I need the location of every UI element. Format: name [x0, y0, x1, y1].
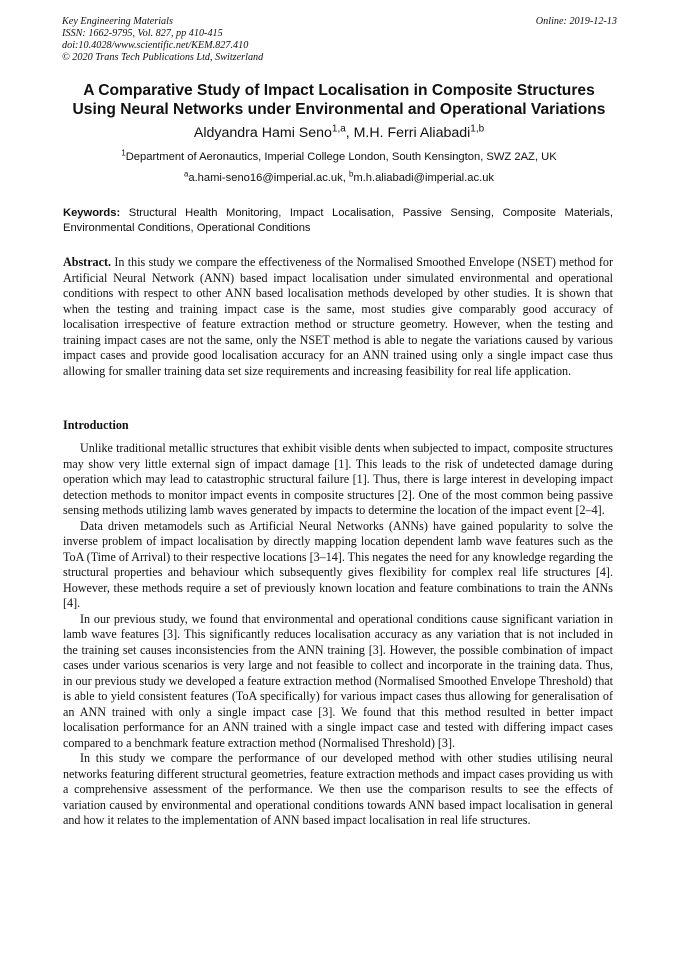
author-name: Aldyandra Hami Seno [193, 125, 332, 141]
keywords-label: Keywords: [63, 207, 121, 219]
paragraph: Unlike traditional metallic structures that exhibit visible dents when subjected to impact, composite structures may show very little external sign of impact damage [1]. This leads to the risk of undetected damage during operation which may lead to catastrophic structural failure [1]. Thus, there is large interest in developing impact detection methods to monitor impact events in composite structures [2]. One of the most common being passive sensing methods utilizing lamb waves generated by impacts to determine the location of the impact event [2–4]. [63, 441, 613, 517]
abstract-text: In this study we compare the effectiveness of the Normalised Smoothed Envelope (NSET) method for Artificial Neural Network (ANN) based impact localisation under simulated environmental and operational conditions with respect to other ANN based localisation methods developed by other studies. It is shown that when the testing and training impact case is the same, most studies give comparably good accuracy of localisation irrespective of feature extraction method or structure geometry. However, when the testing and training impact cases are not the same, only the NSET method is able to negate the variations caused by various impact cases and provide good localisation accuracy for an ANN trained using only a single impact case thus allowing for smaller training data set size requirements and increasing feasibility for real life application. [63, 255, 613, 378]
paragraph: In this study we compare the performance of our developed method with other studies utilising neural networks featuring different structural geometries, feature extraction methods and impact cases providing us with a comprehensive assessment of the performance. We then use the comparison results to see the effects of variation caused by environmental and operational conditions towards ANN based impact localisation in general and how it relates to the implementation of ANN based impact localisation in real life structures. [63, 751, 613, 827]
author-affiliation-mark: 1,b [470, 123, 485, 135]
author-affiliation-mark: 1,a [331, 123, 346, 135]
keywords [63, 206, 613, 235]
issn-line: ISSN: 1662-9795, Vol. 827, pp 410-415 [62, 28, 223, 39]
copyright-line: © 2020 Trans Tech Publications Ltd, Switzerland [62, 52, 264, 63]
author-list [40, 124, 638, 142]
doi-line[interactable]: doi:10.4028/www.scientific.net/KEM.827.410 [62, 40, 249, 51]
affiliation [40, 150, 638, 164]
email-link[interactable]: m.h.aliabadi@imperial.ac.uk [353, 172, 495, 184]
author-name: M.H. Ferri Aliabadi [353, 125, 471, 141]
keywords-text: Structural Health Monitoring, Impact Localisation, Passive Sensing, Composite Materials, Environmental Conditions, Operational Conditions [63, 207, 613, 234]
introduction-body [63, 441, 613, 829]
paragraph: Data driven metamodels such as Artificial Neural Networks (ANNs) have gained popularity to solve the inverse problem of impact localisation by directly mapping location dependent lamb wave features such as the ToA (Time of Arrival) to their respective locations [3–14]. This negates the need for any knowledge regarding the structural properties and behaviour which subsequently gives flexibility for complex real life structures [4]. However, these methods require a set of previously known location and feature combinations to train the ANNs [4]. [63, 518, 613, 610]
journal-header [62, 16, 617, 64]
paper-title [40, 81, 638, 119]
title-line-2: Using Neural Networks under Environmental and Operational Variations [72, 101, 606, 118]
paragraph: In our previous study, we found that environmental and operational conditions cause significant variation in lamb wave features [3]. This significantly reduces localisation accuracy as any variation that is not included in the training set causes inconsistencies from the ANN training [3]. However, the possible combination of impact cases under various scenarios is very large and not feasible to collect and incorporate in the training data. Thus, in our previous study we developed a feature extraction method (Normalised Smoothed Envelope Threshold) that is able to yield consistent features (ToA specifically) for various impact cases thus allowing for generalisation of an ANN trained with only a single impact case [3]. We found that this method resulted in better impact localisation performance for an ANN trained with a single impact case and tested with differing impact cases compared to a benchmark feature extraction method (Normalised Threshold) [3]. [63, 611, 613, 750]
author-emails [40, 171, 638, 185]
section-heading: Introduction [63, 418, 129, 432]
email-mark: b [348, 169, 354, 179]
affiliation-text: Department of Aeronautics, Imperial College London, South Kensington, SWZ 2AZ, UK [125, 151, 557, 163]
abstract [63, 255, 613, 379]
abstract-label: Abstract. [63, 255, 112, 269]
affiliation-mark: 1 [121, 148, 126, 158]
journal-name: Key Engineering Materials [62, 16, 173, 27]
online-date: Online: 2019-12-13 [535, 16, 617, 27]
title-line-1: A Comparative Study of Impact Localisation in Composite Structures [83, 82, 595, 99]
email-link[interactable]: a.hami-seno16@imperial.ac.uk [188, 172, 343, 184]
email-mark: a [183, 169, 189, 179]
author-separator: , [345, 125, 354, 141]
email-separator: , [342, 172, 349, 184]
